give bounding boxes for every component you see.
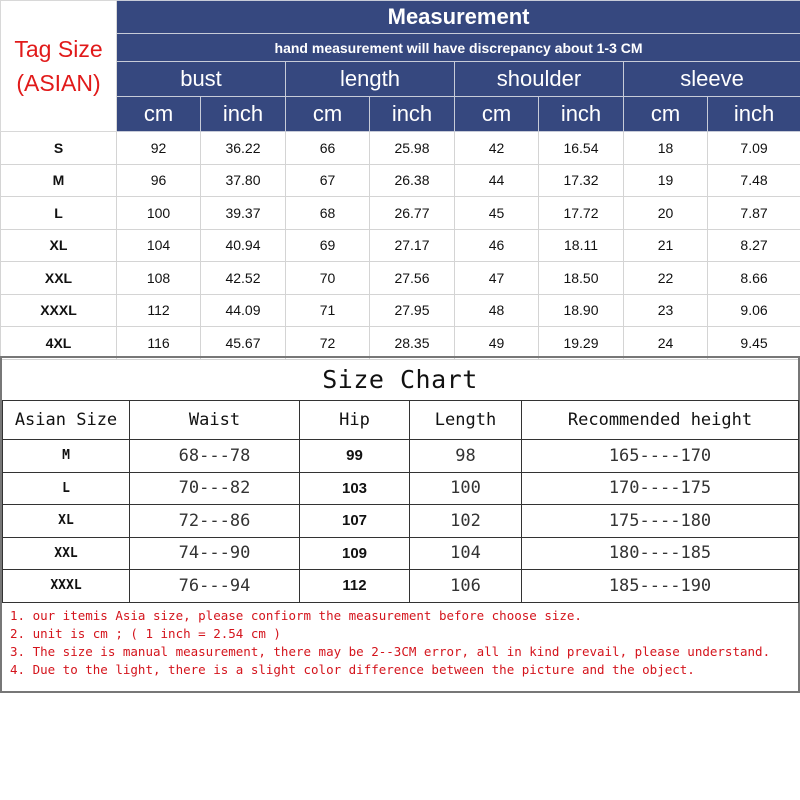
value-cell: 19 xyxy=(624,164,708,197)
group-header-bust: bust xyxy=(117,62,286,97)
measurement-row xyxy=(1,197,800,230)
value-cell: 22 xyxy=(624,262,708,295)
value-cell: 37.80 xyxy=(201,164,286,197)
value-cell: 39.37 xyxy=(201,197,286,230)
value-cell: 9.06 xyxy=(708,294,800,327)
value-cell: 8.66 xyxy=(708,262,800,295)
measurement-row xyxy=(1,262,800,295)
measurement-subtitle: hand measurement will have discrepancy about 1-3 CM xyxy=(117,34,800,62)
waist-cell: 68---78 xyxy=(130,440,300,473)
value-cell: 26.38 xyxy=(370,164,455,197)
group-header-length: length xyxy=(286,62,455,97)
tag-size-line1: Tag Size xyxy=(14,36,103,62)
value-cell: 27.95 xyxy=(370,294,455,327)
group-header-sleeve: sleeve xyxy=(624,62,800,97)
value-cell: 70 xyxy=(286,262,370,295)
value-cell: 8.27 xyxy=(708,229,800,262)
height-cell: 175----180 xyxy=(522,505,799,538)
length-cell: 106 xyxy=(410,570,522,603)
value-cell: 18.50 xyxy=(539,262,624,295)
size-cell: 4XL xyxy=(1,327,117,360)
length-cell: 100 xyxy=(410,472,522,505)
size-cell: S xyxy=(1,132,117,165)
value-cell: 68 xyxy=(286,197,370,230)
value-cell: 25.98 xyxy=(370,132,455,165)
value-cell: 28.35 xyxy=(370,327,455,360)
value-cell: 27.17 xyxy=(370,229,455,262)
value-cell: 7.87 xyxy=(708,197,800,230)
unit-header: cm xyxy=(117,97,201,132)
hip-cell: 99 xyxy=(300,440,410,473)
unit-header: cm xyxy=(624,97,708,132)
value-cell: 46 xyxy=(455,229,539,262)
value-cell: 92 xyxy=(117,132,201,165)
value-cell: 16.54 xyxy=(539,132,624,165)
unit-header: inch xyxy=(539,97,624,132)
tag-size-label xyxy=(1,1,117,132)
unit-header: cm xyxy=(286,97,370,132)
asian-size-cell: L xyxy=(3,472,130,505)
measurement-row xyxy=(1,229,800,262)
value-cell: 67 xyxy=(286,164,370,197)
size-cell: L xyxy=(1,197,117,230)
measurement-row xyxy=(1,294,800,327)
waist-cell: 72---86 xyxy=(130,505,300,538)
note-line: 2. unit is cm ; ( 1 inch = 2.54 cm ) xyxy=(10,625,281,641)
header-length: Length xyxy=(410,401,522,440)
size-chart-row xyxy=(3,505,799,538)
header-asian-size: Asian Size xyxy=(3,401,130,440)
value-cell: 104 xyxy=(117,229,201,262)
size-chart-row xyxy=(3,570,799,603)
asian-size-cell: M xyxy=(3,440,130,473)
measurement-title: Measurement xyxy=(117,1,800,34)
hip-cell: 112 xyxy=(300,570,410,603)
header-hip: Hip xyxy=(300,401,410,440)
value-cell: 18 xyxy=(624,132,708,165)
value-cell: 42.52 xyxy=(201,262,286,295)
value-cell: 40.94 xyxy=(201,229,286,262)
value-cell: 96 xyxy=(117,164,201,197)
size-cell: XL xyxy=(1,229,117,262)
note-line: 1. our itemis Asia size, please confiorm the measurement before choose size. xyxy=(10,607,582,623)
unit-header: inch xyxy=(708,97,800,132)
waist-cell: 76---94 xyxy=(130,570,300,603)
value-cell: 47 xyxy=(455,262,539,295)
hip-cell: 107 xyxy=(300,505,410,538)
size-chart-row xyxy=(3,440,799,473)
value-cell: 71 xyxy=(286,294,370,327)
value-cell: 45.67 xyxy=(201,327,286,360)
length-cell: 104 xyxy=(410,537,522,570)
height-cell: 180----185 xyxy=(522,537,799,570)
length-cell: 102 xyxy=(410,505,522,538)
value-cell: 20 xyxy=(624,197,708,230)
unit-header: inch xyxy=(370,97,455,132)
asian-size-cell: XXL xyxy=(3,537,130,570)
value-cell: 100 xyxy=(117,197,201,230)
size-chart-title: Size Chart xyxy=(322,365,478,394)
length-cell: 98 xyxy=(410,440,522,473)
value-cell: 23 xyxy=(624,294,708,327)
height-cell: 170----175 xyxy=(522,472,799,505)
header-recommended-height: Recommended height xyxy=(522,401,799,440)
value-cell: 45 xyxy=(455,197,539,230)
value-cell: 116 xyxy=(117,327,201,360)
unit-header: cm xyxy=(455,97,539,132)
value-cell: 27.56 xyxy=(370,262,455,295)
value-cell: 17.32 xyxy=(539,164,624,197)
measurement-row xyxy=(1,132,800,165)
value-cell: 44.09 xyxy=(201,294,286,327)
value-cell: 7.48 xyxy=(708,164,800,197)
size-cell: XXXL xyxy=(1,294,117,327)
note-line: 3. The size is manual measurement, there may be 2--3CM error, all in kind prevail, please understand. xyxy=(10,643,771,659)
value-cell: 42 xyxy=(455,132,539,165)
height-cell: 165----170 xyxy=(522,440,799,473)
value-cell: 66 xyxy=(286,132,370,165)
size-chart xyxy=(0,356,800,693)
unit-header: inch xyxy=(201,97,286,132)
measurement-row xyxy=(1,164,800,197)
value-cell: 19.29 xyxy=(539,327,624,360)
note-line: 4. Due to the light, there is a slight color difference between the picture and the object. xyxy=(10,661,695,677)
waist-cell: 70---82 xyxy=(130,472,300,505)
value-cell: 112 xyxy=(117,294,201,327)
hip-cell: 103 xyxy=(300,472,410,505)
value-cell: 108 xyxy=(117,262,201,295)
waist-cell: 74---90 xyxy=(130,537,300,570)
size-chart-row xyxy=(3,537,799,570)
notes xyxy=(2,603,798,679)
value-cell: 9.45 xyxy=(708,327,800,360)
value-cell: 21 xyxy=(624,229,708,262)
value-cell: 72 xyxy=(286,327,370,360)
hip-cell: 109 xyxy=(300,537,410,570)
value-cell: 17.72 xyxy=(539,197,624,230)
asian-size-cell: XXXL xyxy=(3,570,130,603)
value-cell: 36.22 xyxy=(201,132,286,165)
tag-size-line2: (ASIAN) xyxy=(16,70,101,96)
header-waist: Waist xyxy=(130,401,300,440)
value-cell: 7.09 xyxy=(708,132,800,165)
height-cell: 185----190 xyxy=(522,570,799,603)
value-cell: 69 xyxy=(286,229,370,262)
value-cell: 44 xyxy=(455,164,539,197)
size-cell: XXL xyxy=(1,262,117,295)
value-cell: 26.77 xyxy=(370,197,455,230)
size-chart-row xyxy=(3,472,799,505)
group-header-shoulder: shoulder xyxy=(455,62,624,97)
size-cell: M xyxy=(1,164,117,197)
measurement-row xyxy=(1,327,800,360)
value-cell: 18.90 xyxy=(539,294,624,327)
value-cell: 49 xyxy=(455,327,539,360)
value-cell: 24 xyxy=(624,327,708,360)
value-cell: 48 xyxy=(455,294,539,327)
value-cell: 18.11 xyxy=(539,229,624,262)
asian-size-cell: XL xyxy=(3,505,130,538)
measurement-table xyxy=(0,0,800,356)
